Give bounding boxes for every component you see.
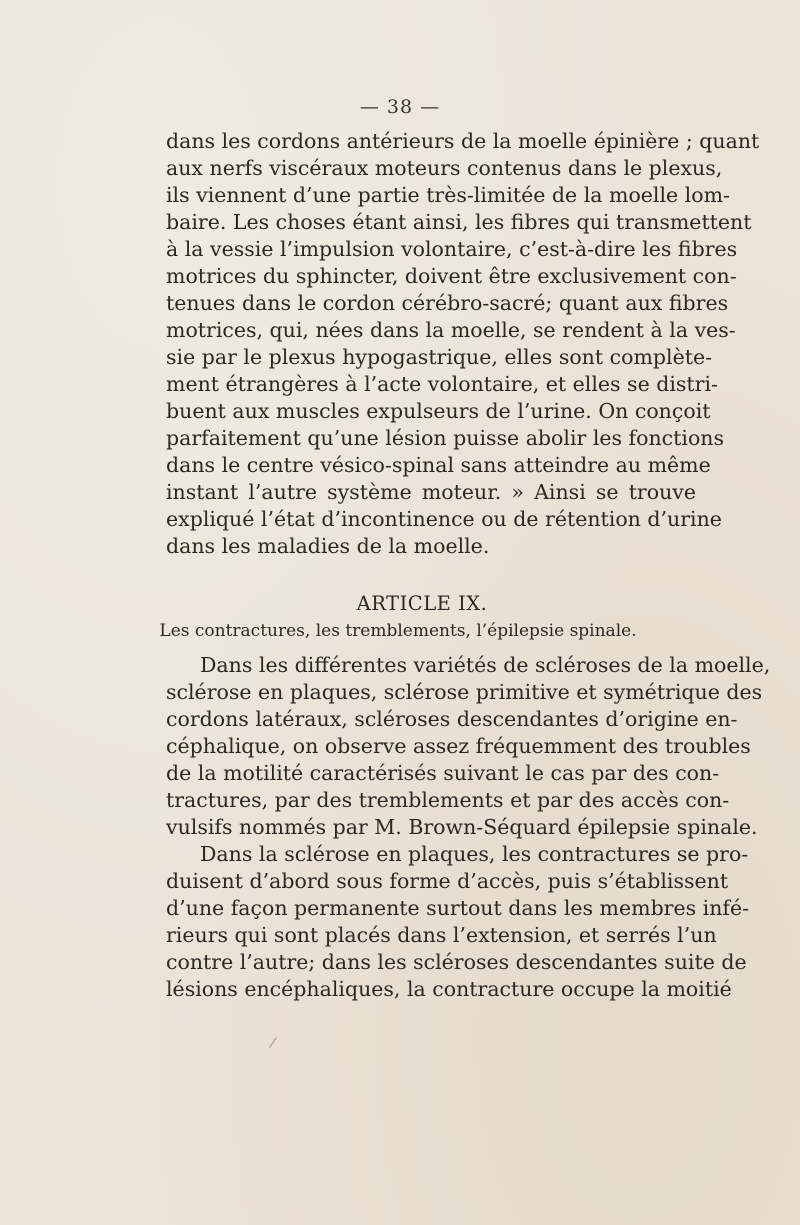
text-line: lésions encéphaliques, la contracture occupe la moitié	[166, 977, 732, 1001]
text-line: dans le centre vésico-spinal sans atteindre au même	[166, 453, 711, 477]
text-line: tractures, par des tremblements et par des accès con-	[166, 788, 730, 812]
article-subtitle: Les contractures, les tremblements, l’épilepsie spinale.	[159, 621, 637, 641]
text-line: cordons latéraux, scléroses descendantes d’origine en-	[166, 707, 738, 731]
text-line: sie par le plexus hypogastrique, elles sont complète-	[166, 345, 713, 369]
text-line: aux nerfs viscéraux moteurs contenus dans le plexus,	[166, 156, 723, 180]
text-line: ment étrangères à l’acte volontaire, et elles se distri-	[166, 372, 718, 396]
text-line: parfaitement qu’une lésion puisse abolir les fonctions	[166, 426, 725, 450]
article-heading: ARTICLE IX.	[356, 592, 488, 615]
text-line: dans les maladies de la moelle.	[166, 534, 490, 558]
text-line: céphalique, on observe assez fréquemment des troubles	[166, 734, 751, 758]
text-line: ils viennent d’une partie très-limitée de la moelle lom-	[166, 183, 730, 207]
ink-mark	[269, 1037, 281, 1050]
text-line: d’une façon permanente surtout dans les membres infé-	[166, 896, 750, 920]
text-line: motrices du sphincter, doivent être exclusivement con-	[166, 264, 737, 288]
text-line: contre l’autre; dans les scléroses descendantes suite de	[166, 950, 747, 974]
text-line: de la motilité caractérisés suivant le cas par des con-	[166, 761, 720, 785]
text-line: buent aux muscles expulseurs de l’urine. On conçoit	[166, 399, 711, 423]
text-line: vulsifs nommés par M. Brown-Séquard épilepsie spinale.	[166, 815, 758, 839]
text-line: instant l’autre système moteur. » Ainsi se trouve	[166, 480, 696, 504]
text-line: Dans la sclérose en plaques, les contractures se pro-	[200, 842, 749, 866]
text-line: baire. Les choses étant ainsi, les fibres qui transmettent	[166, 210, 752, 234]
text-line: expliqué l’état d’incontinence ou de rétention d’urine	[166, 507, 722, 531]
text-line: sclérose en plaques, sclérose primitive et symétrique des	[166, 680, 763, 704]
text-line: dans les cordons antérieurs de la moelle épinière ; quant	[166, 129, 760, 153]
text-line: motrices, qui, nées dans la moelle, se rendent à la ves-	[166, 318, 736, 342]
text-line: Dans les différentes variétés de scléroses de la moelle,	[200, 653, 771, 677]
text-line: tenues dans le cordon cérébro-sacré; quant aux fibres	[166, 291, 729, 315]
text-line: rieurs qui sont placés dans l’extension, et serrés l’un	[166, 923, 717, 947]
text-line: duisent d’abord sous forme d’accès, puis s’établissent	[166, 869, 729, 893]
page-number: — 38 —	[359, 96, 441, 118]
text-line: à la vessie l’impulsion volontaire, c’est-à-dire les fibres	[166, 237, 738, 261]
